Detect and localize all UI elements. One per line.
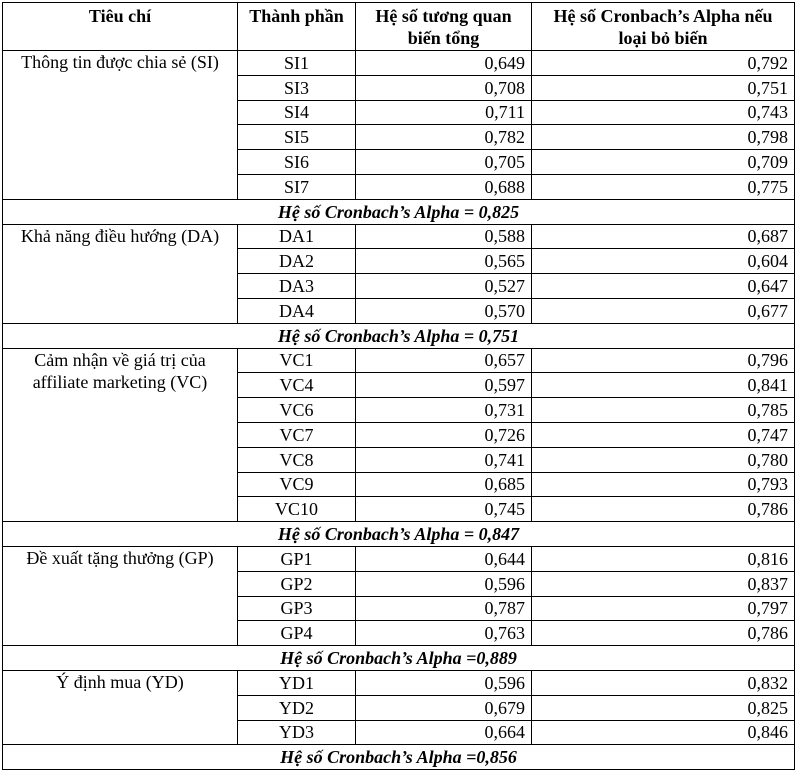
- component-code-cell: VC4: [238, 373, 356, 398]
- item-total-correlation-cell: 0,657: [356, 348, 532, 373]
- item-total-correlation-cell: 0,644: [356, 546, 532, 571]
- alpha-if-deleted-cell: 0,798: [532, 125, 795, 150]
- table-row: [3, 546, 795, 571]
- alpha-if-deleted-cell: 0,780: [532, 447, 795, 472]
- alpha-if-deleted-cell: 0,751: [532, 75, 795, 100]
- component-code-cell: GP1: [238, 546, 356, 571]
- item-total-correlation-cell: 0,688: [356, 174, 532, 199]
- item-total-correlation-cell: 0,726: [356, 422, 532, 447]
- alpha-if-deleted-cell: 0,786: [532, 621, 795, 646]
- alpha-if-deleted-cell: 0,841: [532, 373, 795, 398]
- component-code-cell: SI3: [238, 75, 356, 100]
- item-total-correlation-cell: 0,787: [356, 596, 532, 621]
- alpha-if-deleted-cell: 0,796: [532, 348, 795, 373]
- component-code-cell: DA4: [238, 298, 356, 323]
- criterion-cell: Ý định mua (YD): [3, 670, 238, 744]
- item-total-correlation-cell: 0,649: [356, 51, 532, 76]
- component-code-cell: SI7: [238, 174, 356, 199]
- component-code-cell: VC8: [238, 447, 356, 472]
- alpha-if-deleted-cell: 0,687: [532, 224, 795, 249]
- item-total-correlation-cell: 0,588: [356, 224, 532, 249]
- table-header: [3, 3, 795, 51]
- component-code-cell: GP2: [238, 571, 356, 596]
- item-total-correlation-cell: 0,597: [356, 373, 532, 398]
- item-total-correlation-cell: 0,685: [356, 472, 532, 497]
- alpha-if-deleted-cell: 0,604: [532, 249, 795, 274]
- alpha-if-deleted-cell: 0,743: [532, 100, 795, 125]
- table-body: [3, 51, 795, 770]
- table-row: [3, 224, 795, 249]
- header-item-total-correlation: Hệ số tương quan biến tổng: [356, 3, 532, 51]
- alpha-if-deleted-cell: 0,677: [532, 298, 795, 323]
- component-code-cell: VC10: [238, 497, 356, 522]
- cronbach-alpha-summary: Hệ số Cronbach’s Alpha =0,889: [3, 646, 795, 671]
- item-total-correlation-cell: 0,731: [356, 398, 532, 423]
- component-code-cell: GP4: [238, 621, 356, 646]
- item-total-correlation-cell: 0,782: [356, 125, 532, 150]
- component-code-cell: SI1: [238, 51, 356, 76]
- item-total-correlation-cell: 0,705: [356, 150, 532, 175]
- alpha-summary-row: [3, 646, 795, 671]
- alpha-if-deleted-cell: 0,832: [532, 670, 795, 695]
- component-code-cell: SI5: [238, 125, 356, 150]
- component-code-cell: VC1: [238, 348, 356, 373]
- component-code-cell: VC9: [238, 472, 356, 497]
- component-code-cell: DA1: [238, 224, 356, 249]
- alpha-if-deleted-cell: 0,793: [532, 472, 795, 497]
- component-code-cell: DA2: [238, 249, 356, 274]
- item-total-correlation-cell: 0,596: [356, 571, 532, 596]
- header-component: Thành phần: [238, 3, 356, 51]
- component-code-cell: YD1: [238, 670, 356, 695]
- cronbach-alpha-summary: Hệ số Cronbach’s Alpha = 0,847: [3, 522, 795, 547]
- item-total-correlation-cell: 0,570: [356, 298, 532, 323]
- alpha-if-deleted-cell: 0,797: [532, 596, 795, 621]
- cronbach-alpha-table: [2, 2, 795, 770]
- component-code-cell: YD3: [238, 720, 356, 745]
- component-code-cell: GP3: [238, 596, 356, 621]
- item-total-correlation-cell: 0,763: [356, 621, 532, 646]
- header-criterion: Tiêu chí: [3, 3, 238, 51]
- alpha-if-deleted-cell: 0,837: [532, 571, 795, 596]
- component-code-cell: SI6: [238, 150, 356, 175]
- table-row: [3, 51, 795, 76]
- alpha-summary-row: [3, 745, 795, 770]
- alpha-if-deleted-cell: 0,647: [532, 274, 795, 299]
- alpha-if-deleted-cell: 0,775: [532, 174, 795, 199]
- component-code-cell: DA3: [238, 274, 356, 299]
- cronbach-alpha-summary: Hệ số Cronbach’s Alpha = 0,751: [3, 323, 795, 348]
- item-total-correlation-cell: 0,741: [356, 447, 532, 472]
- alpha-summary-row: [3, 199, 795, 224]
- table-row: [3, 670, 795, 695]
- alpha-summary-row: [3, 323, 795, 348]
- alpha-if-deleted-cell: 0,816: [532, 546, 795, 571]
- item-total-correlation-cell: 0,565: [356, 249, 532, 274]
- alpha-if-deleted-cell: 0,846: [532, 720, 795, 745]
- item-total-correlation-cell: 0,745: [356, 497, 532, 522]
- table-row: [3, 348, 795, 373]
- alpha-if-deleted-cell: 0,709: [532, 150, 795, 175]
- alpha-summary-row: [3, 522, 795, 547]
- item-total-correlation-cell: 0,596: [356, 670, 532, 695]
- cronbach-alpha-summary: Hệ số Cronbach’s Alpha = 0,825: [3, 199, 795, 224]
- component-code-cell: YD2: [238, 695, 356, 720]
- criterion-cell: Thông tin được chia sẻ (SI): [3, 51, 238, 200]
- item-total-correlation-cell: 0,527: [356, 274, 532, 299]
- component-code-cell: SI4: [238, 100, 356, 125]
- item-total-correlation-cell: 0,708: [356, 75, 532, 100]
- item-total-correlation-cell: 0,679: [356, 695, 532, 720]
- criterion-cell: Cảm nhận về giá trị của affiliate marketing (VC): [3, 348, 238, 522]
- criterion-cell: Khả năng điều hướng (DA): [3, 224, 238, 323]
- item-total-correlation-cell: 0,664: [356, 720, 532, 745]
- component-code-cell: VC6: [238, 398, 356, 423]
- alpha-if-deleted-cell: 0,785: [532, 398, 795, 423]
- alpha-if-deleted-cell: 0,786: [532, 497, 795, 522]
- criterion-cell: Đề xuất tặng thưởng (GP): [3, 546, 238, 645]
- header-alpha-if-deleted: Hệ số Cronbach’s Alpha nếu loại bỏ biến: [532, 3, 795, 51]
- component-code-cell: VC7: [238, 422, 356, 447]
- alpha-if-deleted-cell: 0,747: [532, 422, 795, 447]
- header-row: [3, 3, 795, 51]
- cronbach-alpha-summary: Hệ số Cronbach’s Alpha =0,856: [3, 745, 795, 770]
- item-total-correlation-cell: 0,711: [356, 100, 532, 125]
- alpha-if-deleted-cell: 0,792: [532, 51, 795, 76]
- alpha-if-deleted-cell: 0,825: [532, 695, 795, 720]
